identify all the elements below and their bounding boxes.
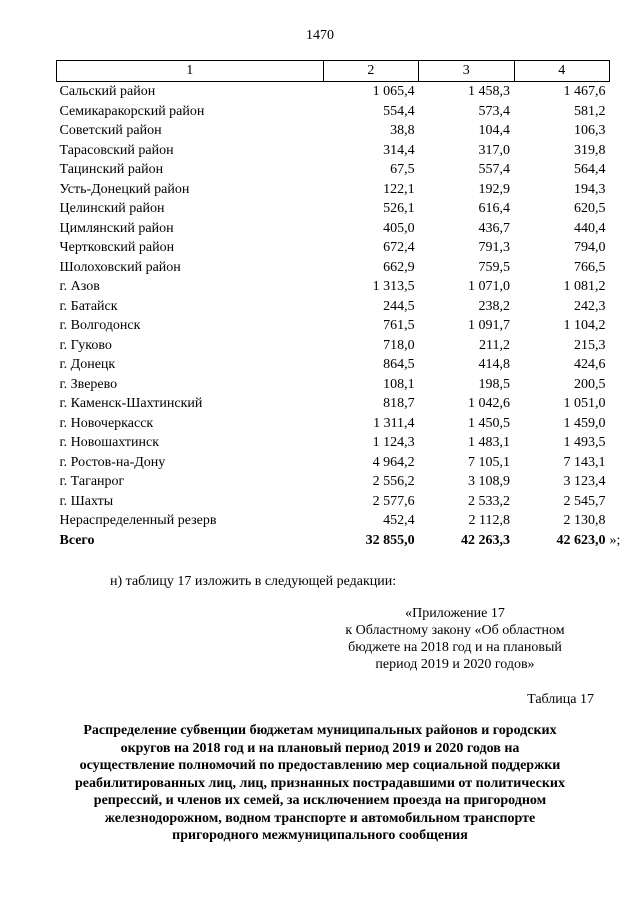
table-row <box>57 394 610 414</box>
table-row <box>57 238 610 258</box>
row-label-cell: Тацинский район <box>59 162 164 177</box>
value-cell: 200,5 <box>574 376 606 392</box>
column-header: 3 <box>419 61 514 82</box>
table-row <box>57 141 610 161</box>
column-header: 2 <box>323 61 418 82</box>
value-cell: 38,8 <box>390 123 415 138</box>
value-cell: 2 112,8 <box>468 513 511 528</box>
row-label-cell: г. Волгодонск <box>59 318 141 333</box>
value-cell: 1 124,3 <box>372 435 415 450</box>
value-cell: 2 533,2 <box>468 493 511 509</box>
table-row <box>57 219 610 239</box>
value-cell: 67,5 <box>390 162 415 177</box>
table-row <box>57 258 610 278</box>
value-cell: 573,4 <box>478 103 511 119</box>
row-label-cell: Нераспределенный резерв <box>59 513 217 528</box>
value-cell: 198,5 <box>478 376 511 392</box>
value-cell: 818,7 <box>383 396 415 411</box>
value-cell: 194,3 <box>574 181 606 197</box>
appendix-caption <box>300 605 610 673</box>
value-cell: 2 130,8 <box>563 513 606 528</box>
value-cell: 1 458,3 <box>468 84 511 99</box>
total-value-cell <box>419 531 514 551</box>
value-cell: 1 065,4 <box>372 84 415 99</box>
value-cell: 1 467,6 <box>563 84 606 99</box>
table-body <box>57 82 621 551</box>
table-row <box>57 472 610 492</box>
value-cell: 1 051,0 <box>563 396 606 411</box>
value-cell: 106,3 <box>574 123 606 138</box>
value-cell: 7 143,1 <box>563 454 606 470</box>
value-cell: 557,4 <box>478 162 511 177</box>
table-label: Таблица 17 <box>527 692 594 707</box>
value-cell: 317,0 <box>478 142 511 158</box>
value-cell: 564,4 <box>574 162 606 177</box>
value-cell: 424,6 <box>574 357 606 372</box>
closing-quote-suffix: »; <box>609 532 621 548</box>
row-label-cell: г. Донецк <box>59 357 116 372</box>
value-cell: 2 577,6 <box>372 493 415 509</box>
value-cell: 1 311,4 <box>373 415 415 431</box>
value-cell: 1 042,6 <box>468 396 511 411</box>
value-cell: 108,1 <box>383 376 415 392</box>
row-label-cell: Целинский район <box>59 201 165 216</box>
row-label-cell: Шолоховский район <box>59 259 181 275</box>
table-row <box>57 160 610 180</box>
table-row <box>57 414 610 434</box>
value-cell: 3 123,4 <box>563 474 606 489</box>
value-cell: 581,2 <box>574 103 606 119</box>
value-cell: 1 081,2 <box>563 279 606 294</box>
value-cell: 791,3 <box>478 240 511 255</box>
value-cell: 1 459,0 <box>563 415 606 431</box>
value-cell: 242,3 <box>574 298 606 314</box>
page-number: 1470 <box>306 28 334 43</box>
heading-line: Распределение субвенции бюджетам муниципальных районов и городских <box>83 723 557 738</box>
value-cell: 436,7 <box>478 220 511 236</box>
value-cell: 761,5 <box>383 318 415 333</box>
total-value-cell <box>514 531 621 551</box>
table-row <box>57 355 610 375</box>
value-cell: 2 556,2 <box>372 474 415 489</box>
value-cell: 554,4 <box>383 103 415 119</box>
row-label-cell: г. Ростов-на-Дону <box>59 454 166 470</box>
total-value: 42 623,0 <box>556 532 606 548</box>
value-cell: 414,8 <box>478 357 511 372</box>
table-row <box>57 180 610 200</box>
row-label-cell: Советский район <box>59 123 162 138</box>
column-header: 4 <box>514 61 609 82</box>
value-cell: 192,9 <box>478 181 511 197</box>
value-cell: 1 450,5 <box>468 415 511 431</box>
table-row <box>57 375 610 395</box>
table-row <box>57 82 610 102</box>
appendix-line: период 2019 и 2020 годов» <box>375 657 535 672</box>
value-cell: 244,5 <box>383 298 415 314</box>
value-cell: 864,5 <box>383 357 415 372</box>
value-cell: 4 964,2 <box>372 454 415 470</box>
table-heading <box>50 722 590 845</box>
value-cell: 104,4 <box>478 123 511 138</box>
value-cell: 215,3 <box>574 337 606 353</box>
heading-line: репрессий, и членов их семей, за исключением проезда на пригородном <box>93 793 547 808</box>
row-label-cell: г. Батайск <box>59 298 118 314</box>
table-row <box>57 336 610 356</box>
heading-line: округов на 2018 год и на плановый период 2019 и 2020 годов на <box>120 740 520 756</box>
total-value-cell <box>323 531 418 551</box>
table-row <box>57 297 610 317</box>
total-value: 32 855,0 <box>365 532 415 548</box>
table-row <box>57 492 610 512</box>
row-label-cell: г. Новочеркасск <box>59 415 154 431</box>
value-cell: 1 071,0 <box>468 279 511 294</box>
column-header: 1 <box>57 61 324 82</box>
row-label-cell: Усть-Донецкий район <box>59 181 190 197</box>
table-row <box>57 277 610 297</box>
value-cell: 1 493,5 <box>563 435 606 450</box>
table-row <box>57 199 610 219</box>
row-label-cell: г. Азов <box>59 279 100 294</box>
heading-line: реабилитированных лиц, лиц, признанных пострадавшими от политических <box>75 775 565 791</box>
value-cell: 1 483,1 <box>468 435 511 450</box>
row-label-cell: Цимлянский район <box>59 220 174 236</box>
appendix-line: «Приложение 17 <box>405 606 505 621</box>
table-row <box>57 316 610 336</box>
instruction-text: н) таблицу 17 изложить в следующей редакции: <box>110 574 397 589</box>
value-cell: 526,1 <box>383 201 415 216</box>
row-label-cell: г. Каменск-Шахтинский <box>59 396 203 411</box>
appendix-line: бюджете на 2018 год и на плановый <box>348 640 562 655</box>
row-label-cell: г. Гуково <box>59 337 112 353</box>
value-cell: 616,4 <box>478 201 511 216</box>
value-cell: 1 313,5 <box>372 279 415 294</box>
value-cell: 405,0 <box>383 220 415 236</box>
table-row <box>57 453 610 473</box>
table-row <box>57 511 610 531</box>
value-cell: 662,9 <box>383 259 415 275</box>
row-label-cell: г. Таганрог <box>59 474 125 489</box>
row-label-cell: Семикаракорский район <box>59 103 205 119</box>
value-cell: 452,4 <box>383 513 415 528</box>
table-row <box>57 121 610 141</box>
subvention-table <box>56 60 621 550</box>
row-label-cell: г. Шахты <box>59 493 114 509</box>
row-label-cell: Тарасовский район <box>59 142 174 158</box>
value-cell: 672,4 <box>383 240 415 255</box>
value-cell: 718,0 <box>383 337 415 353</box>
row-label-cell: г. Зверево <box>59 376 118 392</box>
value-cell: 620,5 <box>574 201 606 216</box>
table-row <box>57 433 610 453</box>
heading-line: железнодорожном, водном транспорте и автомобильном транспорте <box>104 810 536 826</box>
value-cell: 238,2 <box>478 298 511 314</box>
value-cell: 2 545,7 <box>563 493 606 509</box>
table-header-row <box>57 61 610 82</box>
heading-line: пригородного межмуниципального сообщения <box>172 828 468 843</box>
row-label-cell: г. Новошахтинск <box>59 435 160 450</box>
total-row <box>57 531 610 551</box>
value-cell: 794,0 <box>574 240 606 255</box>
value-cell: 122,1 <box>383 181 415 197</box>
row-label-cell: Сальский район <box>59 84 156 99</box>
value-cell: 319,8 <box>574 142 606 158</box>
value-cell: 3 108,9 <box>468 474 511 489</box>
value-cell: 759,5 <box>478 259 511 275</box>
total-value: 42 263,3 <box>461 532 511 548</box>
value-cell: 211,2 <box>479 337 511 353</box>
value-cell: 766,5 <box>574 259 606 275</box>
value-cell: 314,4 <box>383 142 415 158</box>
total-label-cell: Всего <box>59 532 95 548</box>
heading-line: осуществление полномочий по предоставлению мер социальной поддержки <box>79 758 561 773</box>
value-cell: 440,4 <box>574 220 606 236</box>
table-row <box>57 102 610 122</box>
value-cell: 1 091,7 <box>468 318 511 333</box>
value-cell: 1 104,2 <box>563 318 606 333</box>
row-label-cell: Чертковский район <box>59 240 175 255</box>
appendix-line: к Областному закону «Об областном <box>345 623 565 638</box>
value-cell: 7 105,1 <box>468 454 511 470</box>
